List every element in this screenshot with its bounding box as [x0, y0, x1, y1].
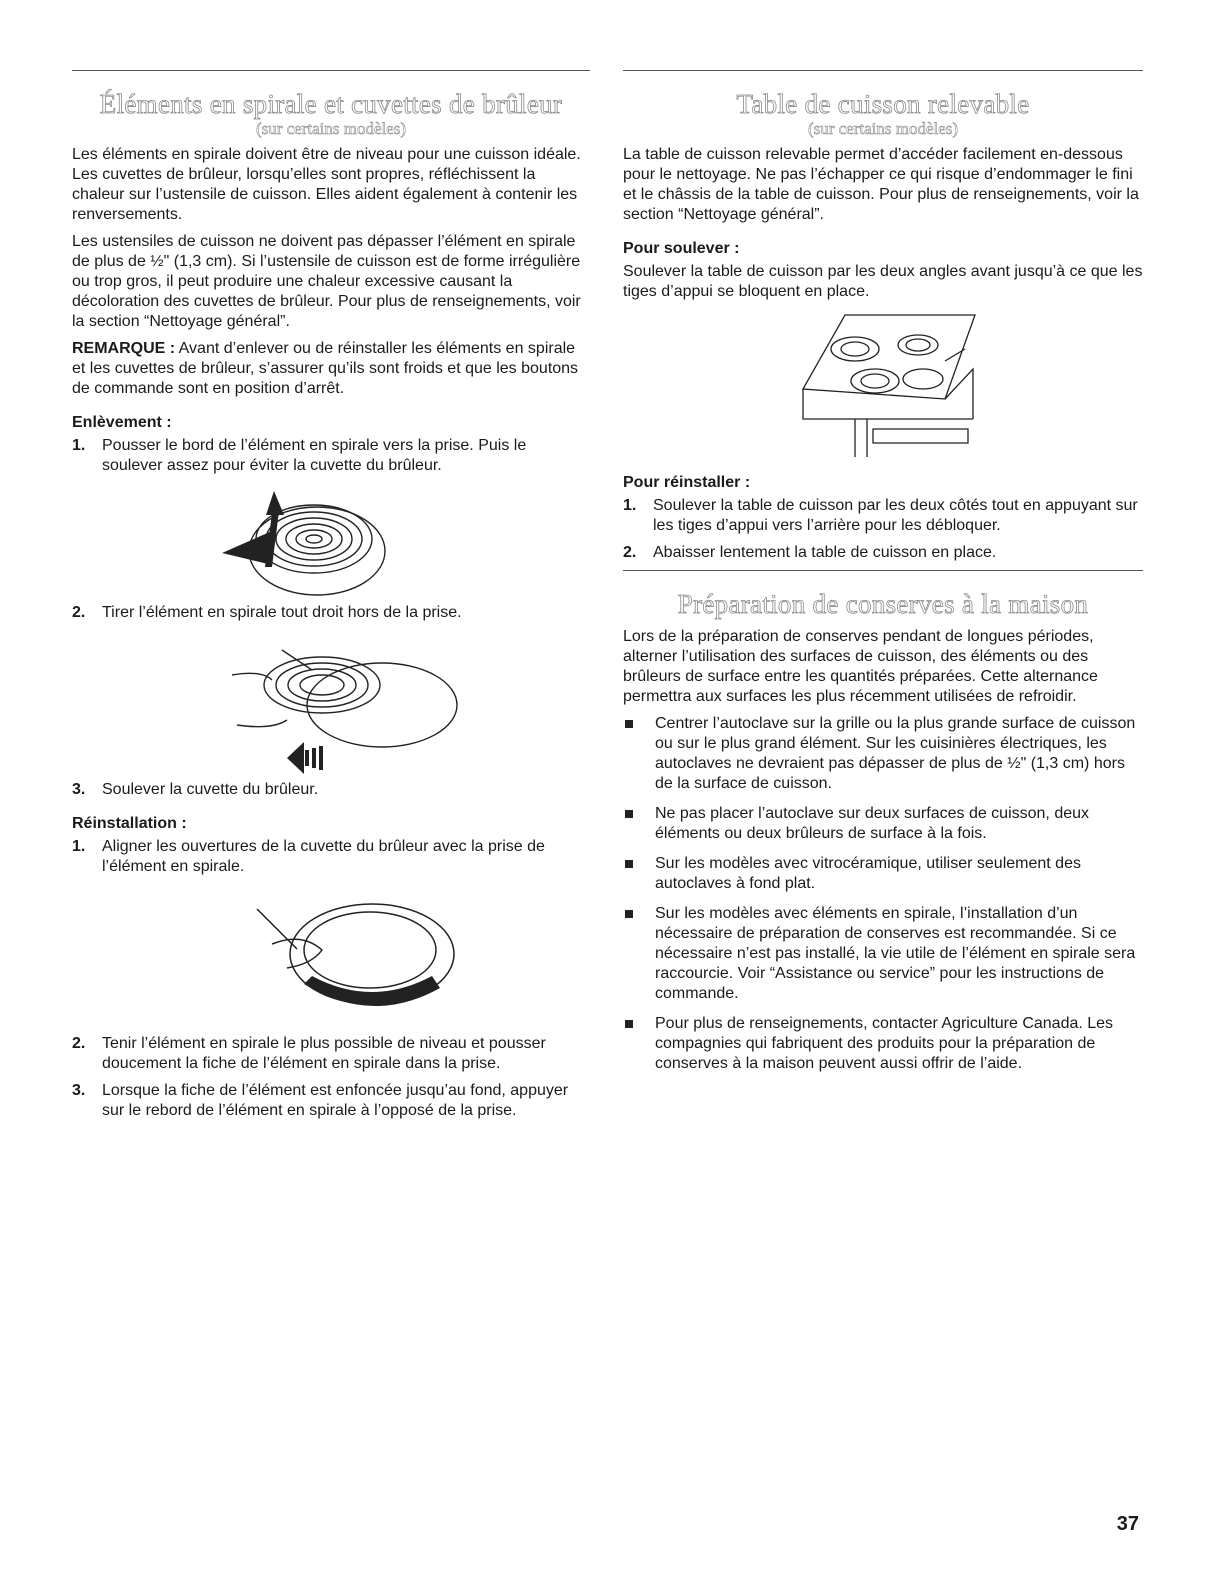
bullet-text: Sur les modèles avec vitrocéramique, utiliser seulement des autoclaves à fond plat. [655, 855, 1081, 892]
step-number: 3. [72, 1082, 86, 1099]
list-item [72, 1081, 590, 1121]
section-divider [623, 70, 1143, 71]
step-text: Tirer l’élément en spirale tout droit hors de la prise. [102, 604, 462, 621]
list-item [72, 780, 590, 800]
removal-steps-cont [72, 603, 590, 623]
bullet-text: Sur les modèles avec éléments en spirale, l’installation d’un nécessaire de préparation de conserves est recommandée. Si ce nécessaire n’est pas installé, la vie utile de l’élément en spirale sera raccourcie. Voir “Assistance ou service” pour les instructions de commande. [655, 905, 1136, 1002]
cooktop-lifted-illustration [623, 309, 1143, 459]
list-item [623, 904, 1143, 1004]
step-number: 2. [623, 544, 637, 561]
list-item [623, 714, 1143, 794]
section-divider [72, 70, 590, 71]
coil-pull-illustration [72, 630, 590, 780]
step-text: Abaisser lentement la table de cuisson en place. [653, 544, 997, 561]
reinstall-steps [72, 837, 590, 877]
bullet-text: Pour plus de renseignements, contacter Agriculture Canada. Les compagnies qui fabriquent des produits pour la préparation de conserves à la maison peuvent aussi offrir de l’aide. [655, 1015, 1114, 1072]
step-number: 3. [72, 781, 86, 798]
step-text: Soulever la table de cuisson par les deux côtés tout en appuyant sur les tiges d’appui vers l’arrière pour les débloquer. [653, 497, 1138, 534]
bullet-icon [625, 720, 633, 728]
removal-steps [72, 436, 590, 476]
note-text: Avant d’enlever ou de réinstaller les éléments en spirale et les cuvettes de brûleur, s’assurer qu’ils sont froids et que les boutons de commande sont en position d’arrêt. [72, 340, 579, 397]
bullet-icon [625, 1020, 633, 1028]
step-text: Tenir l’élément en spirale le plus possible de niveau et pousser doucement la fiche de l’élément en spirale dans la prise. [102, 1035, 546, 1072]
step-number: 1. [72, 838, 86, 855]
paragraph: Les éléments en spirale doivent être de niveau pour une cuisson idéale. Les cuvettes de brûleur, lorsqu’elles sont propres, réfléchissent la chaleur sur l’ustensile de cuisson. Elles aident également à contenir les renversements. [72, 146, 581, 223]
paragraph: Lors de la préparation de conserves pendant de longues périodes, alterner l’utilisation des surfaces de cuisson, des éléments ou des brûleurs de surface entre les quantités préparées. Cette alternance permettra aux surfaces les plus récemment utilisées de refroidir. [623, 628, 1098, 705]
list-item [623, 496, 1143, 536]
step-text: Soulever la cuvette du brûleur. [102, 781, 319, 798]
paragraph: La table de cuisson relevable permet d’accéder facilement en-dessous pour le nettoyage. Ne pas l’échapper ce qui risque d’endommager le fini et le châssis de la table de cuisson. Pour plus de renseignements, voir la section “Nettoyage général”. [623, 146, 1139, 223]
list-item [72, 436, 590, 476]
step-number: 2. [72, 1035, 86, 1052]
bullet-text: Ne pas placer l’autoclave sur deux surfaces de cuisson, deux éléments ou deux brûleurs de surface à la fois. [655, 805, 1090, 842]
lift-heading: Pour soulever : [623, 240, 740, 257]
bullet-icon [625, 810, 633, 818]
list-item [623, 854, 1143, 894]
step-text: Lorsque la fiche de l’élément est enfoncée jusqu’au fond, appuyer sur le rebord de l’élément en spirale à l’opposé de la prise. [102, 1082, 569, 1119]
reinstall-heading: Pour réinstaller : [623, 474, 751, 491]
removal-heading: Enlèvement : [72, 414, 172, 431]
step-text: Pousser le bord de l’élément en spirale vers la prise. Puis le soulever assez pour éviter la cuvette du brûleur. [102, 437, 527, 474]
burner-bowl-align-illustration [72, 884, 590, 1034]
note-paragraph [72, 339, 590, 399]
section-title-lift-up-cooktop: Table de cuisson relevable [736, 89, 1030, 119]
step-number: 1. [72, 437, 86, 454]
paragraph: Les ustensiles de cuisson ne doivent pas dépasser l’élément en spirale de plus de ½" (1,3 cm). Si l’ustensile de cuisson est de forme irrégulière ou trop gros, il peut produire une chaleur excessive causant la décoloration des cuvettes de brûleur. Pour plus de renseignements, voir la section “Nettoyage général”. [72, 233, 581, 330]
bullet-icon [625, 860, 633, 868]
list-item [72, 603, 590, 623]
section-subtitle: (sur certains modèles) [807, 119, 959, 138]
note-label: REMARQUE : [72, 340, 176, 357]
list-item [623, 804, 1143, 844]
list-item [72, 1034, 590, 1074]
step-number: 2. [72, 604, 86, 621]
section-subtitle: (sur certains modèles) [255, 119, 407, 138]
right-column [623, 70, 1143, 1084]
reinstall-steps-cont [72, 1034, 590, 1121]
list-item [72, 837, 590, 877]
step-number: 1. [623, 497, 637, 514]
section-divider [623, 570, 1143, 571]
canning-bullets [623, 714, 1143, 1074]
lift-text: Soulever la table de cuisson par les deux angles avant jusqu’à ce que les tiges d’appui se bloquent en place. [623, 263, 1143, 300]
bullet-icon [625, 910, 633, 918]
reinstall-steps [623, 496, 1143, 563]
coil-lift-illustration [72, 483, 590, 603]
list-item [623, 543, 1143, 563]
list-item [623, 1014, 1143, 1074]
section-title-home-canning: Préparation de conserves à la maison [677, 589, 1089, 619]
step-text: Aligner les ouvertures de la cuvette du brûleur avec la prise de l’élément en spirale. [102, 838, 545, 875]
page-number: 37 [1116, 1513, 1139, 1535]
left-column [72, 70, 590, 1128]
removal-steps-cont2 [72, 780, 590, 800]
bullet-text: Centrer l’autoclave sur la grille ou la plus grande surface de cuisson ou sur le plus grand élément. Sur les cuisinières électriques, les autoclaves ne devraient pas dépasser de plus de ½" (1,3 cm) hors de la surface de cuisson. [655, 715, 1136, 792]
reinstall-heading: Réinstallation : [72, 815, 187, 832]
section-title-coil-elements: Éléments en spirale et cuvettes de brûleur [99, 89, 563, 119]
